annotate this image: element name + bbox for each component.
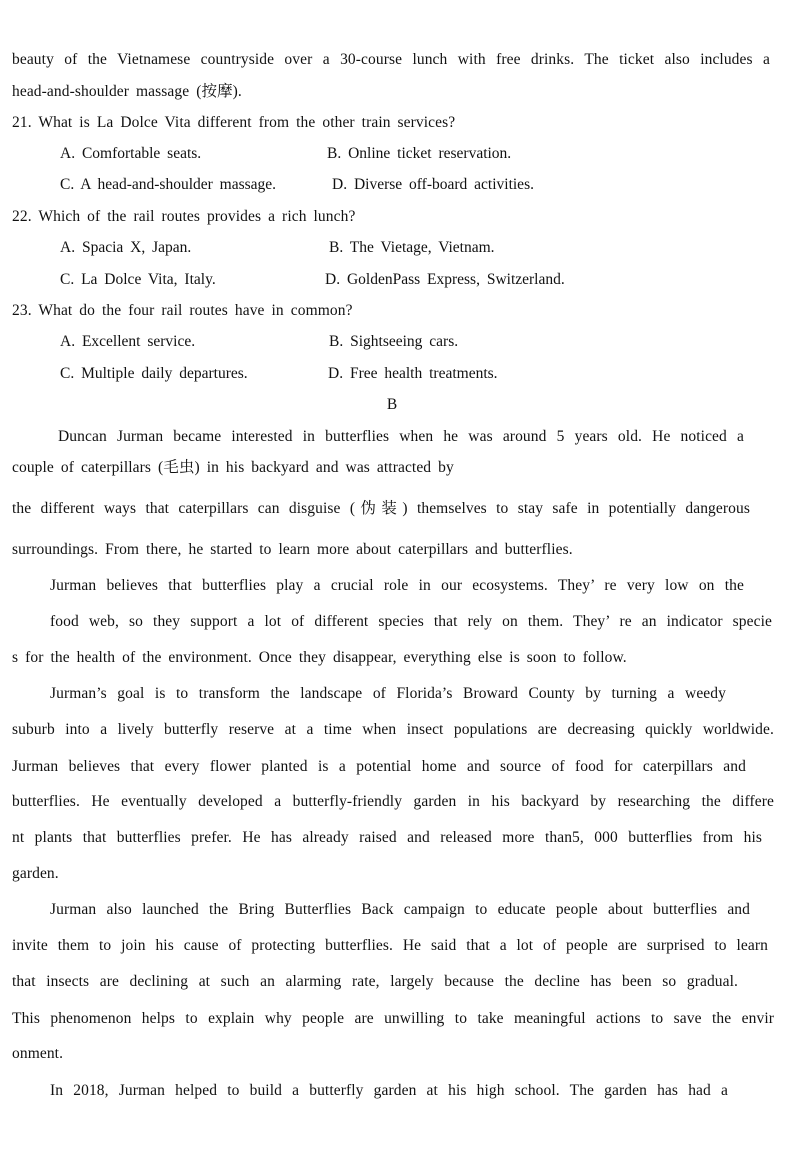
passage-b-line: s for the health of the environment. Once they disappear, everything else is soon to follow.	[12, 649, 627, 666]
question-22-option-d: D. GoldenPass Express, Switzerland.	[325, 271, 565, 288]
passage-b-line: In 2018, Jurman helped to build a butterfly garden at his high school. The garden has had a	[50, 1082, 728, 1099]
passage-b-line: suburb into a lively butterfly reserve at a time when insect populations are decreasing quickly worldwide.	[12, 721, 774, 738]
passage-b-line: Jurman believes that butterflies play a crucial role in our ecosystems. They’ re very low on the	[50, 577, 744, 594]
passage-b-line: nt plants that butterflies prefer. He has already raised and released more than5, 000 butterflies from his	[12, 829, 762, 846]
question-23-option-a: A. Excellent service.	[60, 333, 196, 350]
passage-b-line: butterflies. He eventually developed a butterfly-friendly garden in his backyard by researching the differe	[12, 793, 774, 810]
question-22-stem: 22. Which of the rail routes provides a rich lunch?	[12, 208, 356, 225]
question-22-option-b: B. The Vietage, Vietnam.	[329, 239, 495, 256]
question-21-option-b: B. Online ticket reservation.	[327, 145, 512, 162]
passage-b-line: the different ways that caterpillars can disguise (伪装) themselves to stay safe in potentially dangerous	[12, 500, 750, 517]
passage-b-line: couple of caterpillars (毛虫) in his backyard and was attracted by	[12, 459, 454, 476]
question-21-stem: 21. What is La Dolce Vita different from the other train services?	[12, 114, 456, 131]
question-23-stem: 23. What do the four rail routes have in common?	[12, 302, 353, 319]
passage-b-line: Duncan Jurman became interested in butterflies when he was around 5 years old. He noticed a	[58, 428, 744, 445]
passage-b-line: Jurman believes that every flower planted is a potential home and source of food for caterpillars and	[12, 758, 746, 775]
question-21-option-c: C. A head-and-shoulder massage.	[60, 176, 277, 193]
passage-b-line: surroundings. From there, he started to learn more about caterpillars and butterflies.	[12, 541, 573, 558]
passage-b-line: garden.	[12, 865, 59, 882]
passage-a-line: beauty of the Vietnamese countryside over a 30-course lunch with free drinks. The ticket also includes a	[12, 51, 770, 68]
passage-b-line: Jurman also launched the Bring Butterflies Back campaign to educate people about butterflies and	[50, 901, 750, 918]
question-21-option-d: D. Diverse off-board activities.	[332, 176, 534, 193]
question-23-option-b: B. Sightseeing cars.	[329, 333, 459, 350]
passage-b-line: Jurman’s goal is to transform the landscape of Florida’s Broward County by turning a weedy	[50, 685, 726, 702]
question-22-option-c: C. La Dolce Vita, Italy.	[60, 271, 216, 288]
passage-b-line: that insects are declining at such an alarming rate, largely because the decline has been so gradual.	[12, 973, 738, 990]
passage-b-line: This phenomenon helps to explain why people are unwilling to take meaningful actions to save the envir	[12, 1010, 774, 1027]
section-label: B	[386, 396, 398, 413]
passage-a-line: head-and-shoulder massage (按摩).	[12, 83, 242, 100]
question-22-option-a: A. Spacia X, Japan.	[60, 239, 192, 256]
passage-b-line: onment.	[12, 1045, 64, 1062]
passage-b-line: invite them to join his cause of protecting butterflies. He said that a lot of people are surprised to learn	[12, 937, 768, 954]
question-23-option-d: D. Free health treatments.	[328, 365, 498, 382]
passage-b-line: food web, so they support a lot of different species that rely on them. They’ re an indicator specie	[50, 613, 772, 630]
question-21-option-a: A. Comfortable seats.	[60, 145, 202, 162]
question-23-option-c: C. Multiple daily departures.	[60, 365, 248, 382]
